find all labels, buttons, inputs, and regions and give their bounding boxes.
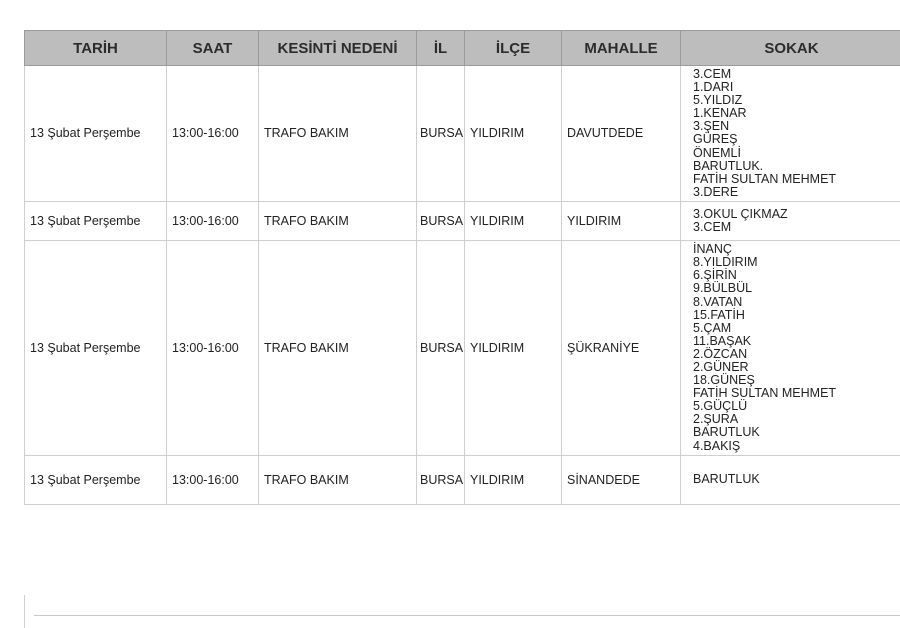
cell-ilce: YILDIRIM (465, 201, 562, 240)
cell-tarih: 13 Şubat Perşembe (25, 201, 167, 240)
cell-ilce: YILDIRIM (465, 241, 562, 456)
street-name: 1.KENAR (693, 106, 747, 121)
cell-il: BURSA (417, 201, 465, 240)
cell-il: BURSA (417, 455, 465, 504)
street-name: 9.BÜLBÜL (693, 281, 753, 296)
street-name: 5.YILDIZ (693, 93, 743, 108)
cell-saat: 13:00-16:00 (167, 66, 259, 202)
cell-ilce: YILDIRIM (465, 66, 562, 202)
table-row (25, 66, 900, 202)
street-name: 1.DARI (693, 80, 734, 95)
street-name: 3.DERE (693, 184, 739, 199)
cell-sokak (681, 201, 900, 240)
cell-tarih: 13 Şubat Perşembe (25, 241, 167, 456)
street-name: 8.YILDIRIM (693, 255, 758, 270)
cell-il: BURSA (417, 241, 465, 456)
street-name: FATİH SULTAN MEHMET (693, 386, 837, 401)
street-name: BARUTLUK (693, 472, 760, 487)
cell-sokak (681, 241, 900, 456)
cell-tarih: 13 Şubat Perşembe (25, 66, 167, 202)
cell-tarih: 13 Şubat Perşembe (25, 455, 167, 504)
header-sokak: SOKAK (681, 31, 900, 66)
cell-kesinti-nedeni: TRAFO BAKIM (259, 455, 417, 504)
street-name: 5.ÇAM (693, 320, 732, 335)
table-row (25, 201, 900, 240)
street-name: 3.CEM (693, 67, 732, 81)
street-name: 2.GÜNER (693, 359, 749, 374)
street-name: 2.ÖZCAN (693, 346, 748, 361)
header-mahalle: MAHALLE (562, 31, 681, 66)
street-name: 5.GÜÇLÜ (693, 399, 748, 414)
cell-mahalle: YILDIRIM (562, 201, 681, 240)
table-left-rule (24, 595, 25, 628)
table-row (25, 241, 900, 456)
street-name: 6.ŞİRİN (693, 268, 737, 283)
street-name: 3.CEM (693, 220, 732, 235)
street-name: GÜREŞ (693, 132, 738, 147)
cell-ilce: YILDIRIM (465, 455, 562, 504)
cell-kesinti-nedeni: TRAFO BAKIM (259, 66, 417, 202)
cell-mahalle: ŞÜKRANİYE (562, 241, 681, 456)
header-kesinti-nedeni: KESİNTİ NEDENİ (259, 31, 417, 66)
cell-mahalle: DAVUTDEDE (562, 66, 681, 202)
street-name: FATİH SULTAN MEHMET (693, 171, 837, 186)
street-name: 4.BAKIŞ (693, 438, 741, 453)
table-row (25, 455, 900, 504)
street-name: 8.VATAN (693, 294, 743, 309)
cell-kesinti-nedeni: TRAFO BAKIM (259, 241, 417, 456)
cell-il: BURSA (417, 66, 465, 202)
cell-kesinti-nedeni: TRAFO BAKIM (259, 201, 417, 240)
cell-saat: 13:00-16:00 (167, 455, 259, 504)
header-ilce: İLÇE (465, 31, 562, 66)
street-name: 18.GÜNEŞ (693, 373, 755, 388)
street-name: 3.OKUL ÇIKMAZ (693, 206, 788, 221)
street-name: 11.BAŞAK (693, 333, 752, 348)
cell-mahalle: SİNANDEDE (562, 455, 681, 504)
street-name: 3.ŞEN (693, 119, 730, 134)
cell-saat: 13:00-16:00 (167, 201, 259, 240)
header-tarih: TARİH (25, 31, 167, 66)
street-name: BARUTLUK. (693, 158, 764, 173)
outage-table (24, 30, 900, 505)
header-row (25, 31, 900, 66)
cell-sokak (681, 455, 900, 504)
header-saat: SAAT (167, 31, 259, 66)
divider-line (34, 615, 900, 616)
cell-sokak (681, 66, 900, 202)
cell-saat: 13:00-16:00 (167, 241, 259, 456)
table-body (25, 66, 900, 505)
street-name: İNANÇ (693, 242, 732, 257)
street-name: ÖNEMLİ (693, 145, 741, 160)
street-name: BARUTLUK (693, 425, 760, 440)
street-name: 15.FATİH (693, 307, 745, 322)
header-il: İL (417, 31, 465, 66)
street-name: 2.ŞURA (693, 412, 739, 427)
